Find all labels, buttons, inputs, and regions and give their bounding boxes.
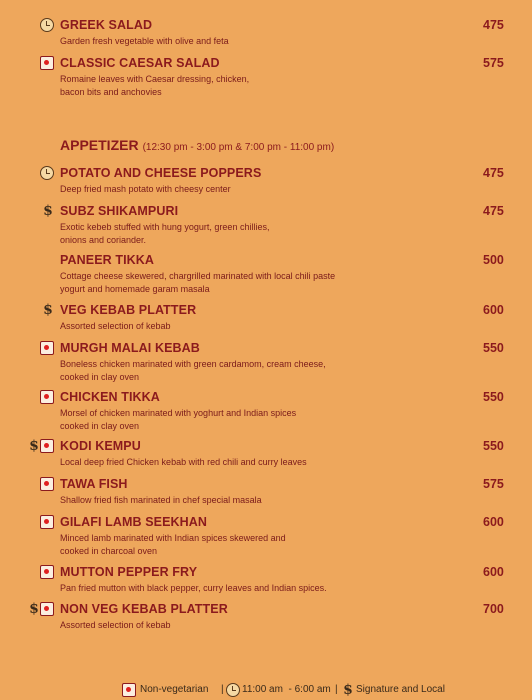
- item-description: Assorted selection of kebab: [60, 620, 171, 630]
- item-name: PANEER TIKKA: [60, 253, 155, 267]
- item-name: MURGH MALAI KEBAB: [60, 341, 200, 355]
- item-name: CHICKEN TIKKA: [60, 390, 160, 404]
- clock-icon: [40, 18, 54, 32]
- section-title: APPETIZER: [60, 137, 139, 153]
- signature-icon: $: [29, 438, 39, 454]
- signature-icon: $: [29, 601, 39, 617]
- section-hours: (12:30 pm - 3:00 pm & 7:00 pm - 11:00 pm): [142, 142, 335, 153]
- item-name: POTATO AND CHEESE POPPERS: [60, 166, 262, 180]
- item-price: 475: [483, 204, 504, 218]
- non-veg-icon: [122, 683, 136, 697]
- item-description: Boneless chicken marinated with green cardamom, cream cheese, cooked in clay oven: [60, 359, 326, 382]
- item-description: Garden fresh vegetable with olive and feta: [60, 36, 229, 46]
- item-price: 550: [483, 439, 504, 453]
- signature-icon: $: [343, 682, 353, 698]
- item-description: Cottage cheese skewered, chargrilled marinated with local chili paste yogurt and homemade garam masala: [60, 271, 336, 294]
- item-description: Minced lamb marinated with Indian spices skewered and cooked in charcoal oven: [60, 533, 286, 556]
- item-name: CLASSIC CAESAR SALAD: [60, 56, 220, 70]
- item-description: Romaine leaves with Caesar dressing, chicken, bacon bits and anchovies: [60, 74, 250, 97]
- item-name: KODI KEMPU: [60, 439, 141, 453]
- section-header: [60, 137, 334, 155]
- item-name: MUTTON PEPPER FRY: [60, 565, 198, 579]
- clock-icon: [40, 166, 54, 180]
- item-description: Morsel of chicken marinated with yoghurt and Indian spices cooked in clay oven: [60, 408, 297, 431]
- item-description: Local deep fried Chicken kebab with red chili and curry leaves: [60, 457, 307, 467]
- item-name: GREEK SALAD: [60, 18, 153, 32]
- item-price: 550: [483, 341, 504, 355]
- legend-nonveg-label: Non-vegetarian: [140, 684, 209, 695]
- non-veg-icon: [40, 515, 54, 529]
- item-description: Shallow fried fish marinated in chef special masala: [60, 495, 262, 505]
- item-name: GILAFI LAMB SEEKHAN: [60, 515, 208, 529]
- item-name: VEG KEBAB PLATTER: [60, 303, 197, 317]
- non-veg-icon: [40, 56, 54, 70]
- item-name: NON VEG KEBAB PLATTER: [60, 602, 228, 616]
- item-price: 500: [483, 253, 504, 267]
- item-price: 475: [483, 166, 504, 180]
- item-name: SUBZ SHIKAMPURI: [60, 204, 179, 218]
- non-veg-icon: [40, 341, 54, 355]
- item-price: 700: [483, 602, 504, 616]
- item-price: 600: [483, 515, 504, 529]
- item-price: 600: [483, 565, 504, 579]
- item-price: 600: [483, 303, 504, 317]
- item-price: 475: [483, 18, 504, 32]
- legend-signature-label: Signature and Local: [356, 684, 445, 695]
- non-veg-icon: [40, 477, 54, 491]
- item-description: Exotic kebeb stuffed with hung yogurt, green chillies, onions and coriander.: [60, 222, 270, 245]
- legend-divider: |: [221, 684, 224, 695]
- non-veg-icon: [40, 439, 54, 453]
- item-description: Deep fried mash potato with cheesy center: [60, 184, 231, 194]
- non-veg-icon: [40, 390, 54, 404]
- non-veg-icon: [40, 565, 54, 579]
- item-name: TAWA FISH: [60, 477, 128, 491]
- signature-icon: $: [43, 302, 53, 318]
- item-price: 575: [483, 477, 504, 491]
- clock-icon: [226, 683, 240, 697]
- item-price: 550: [483, 390, 504, 404]
- item-description: Assorted selection of kebab: [60, 321, 171, 331]
- legend-time-label: 11:00 am - 6:00 am: [242, 684, 331, 695]
- legend-divider: |: [335, 684, 338, 695]
- item-description: Pan fried mutton with black pepper, curry leaves and Indian spices.: [60, 583, 327, 593]
- signature-icon: $: [43, 203, 53, 219]
- non-veg-icon: [40, 602, 54, 616]
- item-price: 575: [483, 56, 504, 70]
